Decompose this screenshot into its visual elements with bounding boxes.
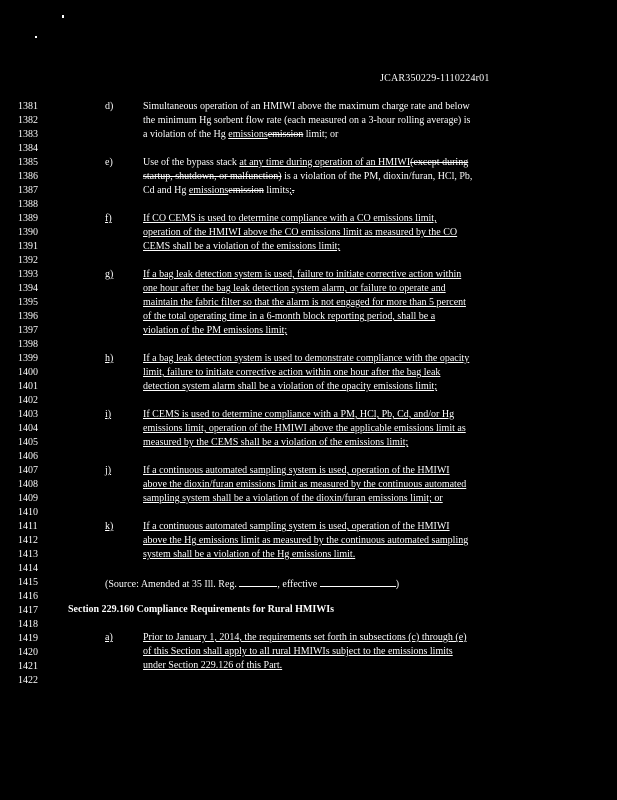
line-number: 1417 (18, 605, 38, 616)
line-number: 1383 (18, 129, 38, 140)
item-e-line (143, 184, 294, 198)
speck (35, 36, 37, 38)
line-number: 1408 (18, 479, 38, 490)
line-number: 1405 (18, 437, 38, 448)
deleted-text: (except during (410, 157, 469, 168)
item-g-line: one hour after the bag leak detection system alarm, or failure to operate and (143, 283, 446, 294)
text-run: Cd and Hg (143, 185, 189, 196)
item-j-line: above the dioxin/furan emissions limit as measured by the continuous automated (143, 479, 467, 490)
section-heading: Section 229.160 Compliance Requirements for Rural HMIWIs (68, 604, 335, 615)
line-number: 1418 (18, 619, 38, 630)
item-label-k: k) (105, 521, 114, 532)
deleted-text: emission (267, 129, 304, 140)
line-number: 1391 (18, 241, 38, 252)
deleted-text: emission (228, 185, 264, 196)
inserted-text: at any time during operation of an HMIWI (239, 157, 411, 168)
line-number: 1422 (18, 675, 38, 686)
item-d-line: Simultaneous operation of an HMIWI above the maximum charge rate and below (143, 101, 470, 112)
inserted-text: ; (289, 185, 292, 196)
text-run: is a violation of the PM, dioxin/furan, HCl, Pb, (281, 171, 473, 182)
subsection-a-line: of this Section shall apply to all rural HMIWIs subject to the emissions limits (143, 646, 453, 657)
line-number: 1406 (18, 451, 38, 462)
item-j-line: If a continuous automated sampling system is used, operation of the HMIWI (143, 465, 450, 476)
line-number: 1399 (18, 353, 38, 364)
item-f-line: CEMS shall be a violation of the emissions limit; (143, 241, 341, 252)
item-label-i: i) (105, 409, 112, 420)
deleted-text: . (291, 185, 295, 196)
blank-line (239, 576, 277, 587)
line-number: 1384 (18, 143, 38, 154)
line-number: 1397 (18, 325, 38, 336)
item-label-e: e) (105, 157, 113, 168)
line-number: 1386 (18, 171, 38, 182)
item-label-h: h) (105, 353, 114, 364)
item-k-line: If a continuous automated sampling system is used, operation of the HMIWI (143, 521, 450, 532)
item-label-j: j) (105, 465, 112, 476)
item-f-line: operation of the HMIWI above the CO emissions limit as measured by the CO (143, 227, 458, 238)
item-k-line: system shall be a violation of the Hg emissions limit. (143, 549, 356, 560)
line-number: 1409 (18, 493, 38, 504)
line-number: 1414 (18, 563, 38, 574)
line-number: 1385 (18, 157, 38, 168)
item-i-line: emissions limit, operation of the HMIWI above the applicable emissions limit as (143, 423, 466, 434)
line-number: 1404 (18, 423, 38, 434)
subsection-label-a: a) (105, 632, 113, 643)
item-label-d: d) (105, 101, 114, 112)
line-number: 1407 (18, 465, 38, 476)
line-number: 1381 (18, 101, 38, 112)
source-note (105, 576, 399, 592)
line-number: 1410 (18, 507, 38, 518)
item-i-line: If CEMS is used to determine compliance with a PM, HCl, Pb, Cd, and/or Hg (143, 409, 455, 420)
line-number: 1387 (18, 185, 38, 196)
line-number: 1390 (18, 227, 38, 238)
line-number: 1389 (18, 213, 38, 224)
speck (62, 15, 64, 18)
line-number: 1394 (18, 283, 38, 294)
source-text: , effective (277, 579, 320, 590)
inserted-text: emissions (188, 185, 229, 196)
text-run: a violation of the Hg (143, 129, 229, 140)
text-run: limit; or (303, 129, 339, 140)
item-e-line (143, 170, 472, 184)
source-text: ) (395, 579, 400, 590)
item-h-line: detection system alarm shall be a violation of the opacity emissions limit; (143, 381, 438, 392)
item-label-g: g) (105, 269, 114, 280)
item-i-line: measured by the CEMS shall be a violation of the emissions limit; (143, 437, 409, 448)
item-g-line: of the total operating time in a 6-month block reporting period, shall be a (143, 311, 436, 322)
deleted-text: startup, shutdown, or malfunction) (143, 171, 282, 182)
line-number: 1413 (18, 549, 38, 560)
item-h-line: limit, failure to initiate corrective action within one hour after the bag leak (143, 367, 441, 378)
line-number: 1401 (18, 381, 38, 392)
line-number: 1392 (18, 255, 38, 266)
line-number: 1400 (18, 367, 38, 378)
line-number: 1411 (18, 521, 38, 532)
item-d-line: the minimum Hg sorbent flow rate (each measured on a 3-hour rolling average) is (143, 115, 471, 126)
line-number: 1396 (18, 311, 38, 322)
item-label-f: f) (105, 213, 112, 224)
line-number: 1420 (18, 647, 38, 658)
item-k-line: above the Hg emissions limit as measured by the continuous automated sampling (143, 535, 469, 546)
item-f-line: If CO CEMS is used to determine compliance with a CO emissions limit, (143, 213, 437, 224)
blank-line (320, 576, 396, 587)
subsection-a-line: under Section 229.126 of this Part. (143, 660, 283, 671)
line-number: 1416 (18, 591, 38, 602)
item-g-line: maintain the fabric filter so that the alarm is not engaged for more than 5 percent (143, 297, 466, 308)
item-j-line: sampling system shall be a violation of the dioxin/furan emissions limit; or (143, 493, 443, 504)
line-number: 1419 (18, 633, 38, 644)
line-number: 1398 (18, 339, 38, 350)
inserted-text: emissions (228, 129, 268, 140)
line-number: 1388 (18, 199, 38, 210)
item-g-line: If a bag leak detection system is used, failure to initiate corrective action within (143, 269, 462, 280)
line-number: 1393 (18, 269, 38, 280)
item-g-line: violation of the PM emissions limit; (143, 325, 288, 336)
line-number: 1382 (18, 115, 38, 126)
line-number: 1412 (18, 535, 38, 546)
item-e-line (143, 156, 468, 170)
line-number: 1415 (18, 577, 38, 588)
item-h-line: If a bag leak detection system is used to demonstrate compliance with the opacity (143, 353, 470, 364)
item-d-line (143, 128, 338, 142)
text-run: Use of the bypass stack (143, 157, 240, 168)
text-run: limits (263, 185, 290, 196)
line-number: 1421 (18, 661, 38, 672)
line-number: 1403 (18, 409, 38, 420)
document-id-header: JCAR350229-1110224r01 (380, 73, 490, 84)
source-text: (Source: Amended at 35 Ill. Reg. (105, 579, 240, 590)
line-number: 1402 (18, 395, 38, 406)
subsection-a-line: Prior to January 1, 2014, the requirements set forth in subsections (c) through (e) (143, 632, 467, 643)
line-number: 1395 (18, 297, 38, 308)
